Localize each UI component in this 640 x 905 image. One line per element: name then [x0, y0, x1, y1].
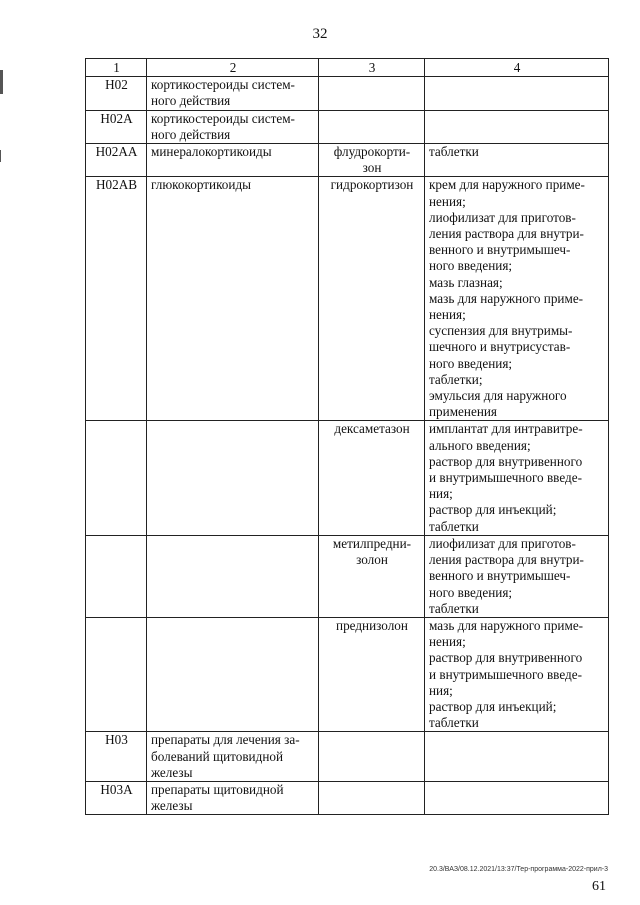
drug-name-cell: преднизолон: [319, 617, 425, 731]
atc-code-cell: H02A: [86, 110, 147, 143]
group-name-cell: препараты для лечения за- болеваний щитовидной железы: [147, 732, 319, 782]
dosage-form-item: суспензия для внутримы- шечного и внутрисустав- ного введения;: [429, 323, 573, 371]
footer-stamp: 20.3/ВАЗ/08.12.2021/13:37/Тер-программа-2022-прил-3: [429, 866, 608, 873]
group-name-cell: [147, 421, 319, 535]
drug-name-cell: гидрокортизон: [319, 177, 425, 421]
atc-code-cell: H02AA: [86, 144, 147, 177]
drug-name-cell: флудрокорти- зон: [319, 144, 425, 177]
group-name-cell: препараты щитовидной железы: [147, 781, 319, 814]
table-row: [86, 732, 609, 782]
dosage-forms-cell: [425, 732, 609, 782]
atc-code-cell: H03A: [86, 781, 147, 814]
group-name-cell: кортикостероиды систем- ного действия: [147, 77, 319, 110]
atc-code-cell: [86, 617, 147, 731]
dosage-form-item: раствор для инъекций;: [429, 502, 557, 518]
table-row: [86, 77, 609, 110]
column-header: 4: [425, 59, 609, 77]
scan-margin-mark: [0, 70, 3, 94]
dosage-form-item: лиофилизат для приготов- ления раствора для внутри- венного и внутримышеч- ного введения;: [429, 209, 584, 274]
drug-name-cell: [319, 732, 425, 782]
column-header: 3: [319, 59, 425, 77]
column-header: 1: [86, 59, 147, 77]
dosage-forms-cell: [425, 617, 609, 731]
group-name-cell: минералокортикоиды: [147, 144, 319, 177]
table-row: [86, 421, 609, 535]
dosage-form-item: раствор для внутривенного и внутримышечного введе- ния;: [429, 453, 583, 502]
dosage-forms-cell: [425, 77, 609, 110]
dosage-form-item: мазь для наружного приме- нения;: [429, 290, 584, 323]
drug-name-cell: дексаметазон: [319, 421, 425, 535]
dosage-forms-cell: [425, 781, 609, 814]
page-number-top: 32: [312, 26, 328, 42]
group-name-cell: [147, 535, 319, 617]
dosage-form-item: мазь глазная;: [429, 274, 503, 290]
dosage-form-item: имплантат для интравитре- ального введения;: [429, 421, 583, 453]
table-row: [86, 144, 609, 177]
group-name-cell: кортикостероиды систем- ного действия: [147, 110, 319, 143]
dosage-form-item: таблетки: [429, 600, 479, 616]
atc-code-cell: H02: [86, 77, 147, 110]
group-name-cell: глюкокортикоиды: [147, 177, 319, 421]
scan-margin-mark: [0, 150, 1, 162]
dosage-form-item: таблетки: [429, 715, 479, 731]
dosage-forms-cell: [425, 535, 609, 617]
dosage-form-item: таблетки;: [429, 371, 483, 387]
group-name-cell: [147, 617, 319, 731]
dosage-form-item: таблетки: [429, 518, 479, 534]
drug-classification-table: [85, 58, 609, 815]
drug-name-cell: метилпредни- золон: [319, 535, 425, 617]
dosage-form-item: раствор для внутривенного и внутримышечного введе- ния;: [429, 650, 583, 698]
dosage-form-item: лиофилизат для приготов- ления раствора для внутри- венного и внутримышеч- ного введения;: [429, 535, 584, 600]
dosage-forms-cell: [425, 177, 609, 421]
dosage-form-item: таблетки: [429, 144, 479, 160]
dosage-forms-cell: [425, 421, 609, 535]
atc-code-cell: H03: [86, 732, 147, 782]
dosage-form-item: крем для наружного приме- нения;: [429, 177, 585, 209]
dosage-form-item: мазь для наружного приме- нения;: [429, 617, 584, 650]
table-row: [86, 781, 609, 814]
drug-name-cell: [319, 781, 425, 814]
page-number-bottom: 61: [592, 879, 606, 894]
table-row: [86, 177, 609, 421]
table-row: [86, 617, 609, 731]
dosage-form-item: эмульсия для наружного применения: [429, 388, 567, 420]
atc-code-cell: [86, 421, 147, 535]
table-row: [86, 110, 609, 143]
atc-code-cell: [86, 535, 147, 617]
table-row: [86, 535, 609, 617]
dosage-forms-cell: [425, 110, 609, 143]
dosage-forms-cell: [425, 144, 609, 177]
dosage-form-item: раствор для инъекций;: [429, 698, 557, 714]
column-header: 2: [147, 59, 319, 77]
atc-code-cell: H02AB: [86, 177, 147, 421]
drug-name-cell: [319, 77, 425, 110]
drug-name-cell: [319, 110, 425, 143]
table-header-row: [86, 59, 609, 77]
